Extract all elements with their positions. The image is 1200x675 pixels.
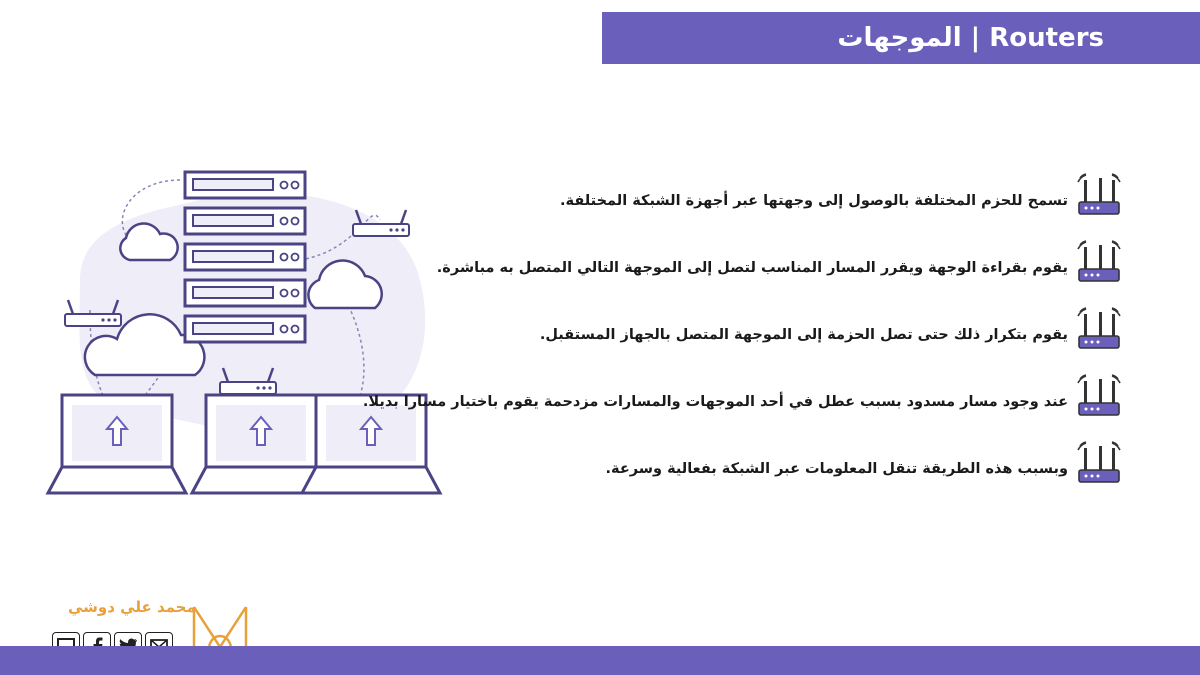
bullet-list xyxy=(362,172,1122,507)
slide-title: Routers | الموجهات xyxy=(837,23,1104,53)
bullet-text: عند وجود مسار مسدود بسبب عطل في أحد الموجهات والمسارات مزدحمة يقوم باختيار مسارا بديلا. xyxy=(362,394,1068,410)
bullet-text: يقوم بقراءة الوجهة ويقرر المسار المناسب لتصل إلى الموجهة التالي المتصل به مباشرة. xyxy=(436,260,1068,276)
bullet-item xyxy=(362,440,1122,484)
bullet-item xyxy=(362,373,1122,417)
router-icon xyxy=(1076,239,1122,283)
bullet-text: يقوم بتكرار ذلك حتى تصل الحزمة إلى الموجهة المتصل بالجهاز المستقبل. xyxy=(539,327,1068,343)
bullet-item xyxy=(362,172,1122,216)
bullet-text: وبسبب هذه الطريقة تنقل المعلومات عبر الشبكة بفعالية وسرعة. xyxy=(605,461,1068,477)
router-icon xyxy=(1076,306,1122,350)
author-name: محمد علي دوشي xyxy=(68,598,196,616)
bottom-bar xyxy=(0,646,1200,675)
bullet-item xyxy=(362,239,1122,283)
bullet-item xyxy=(362,306,1122,350)
router-icon xyxy=(1076,373,1122,417)
bullet-text: تسمح للحزم المختلفة بالوصول إلى وجهتها عبر أجهزة الشبكة المختلفة. xyxy=(560,193,1068,209)
router-icon xyxy=(1076,172,1122,216)
title-bar xyxy=(602,12,1200,64)
router-icon xyxy=(1076,440,1122,484)
